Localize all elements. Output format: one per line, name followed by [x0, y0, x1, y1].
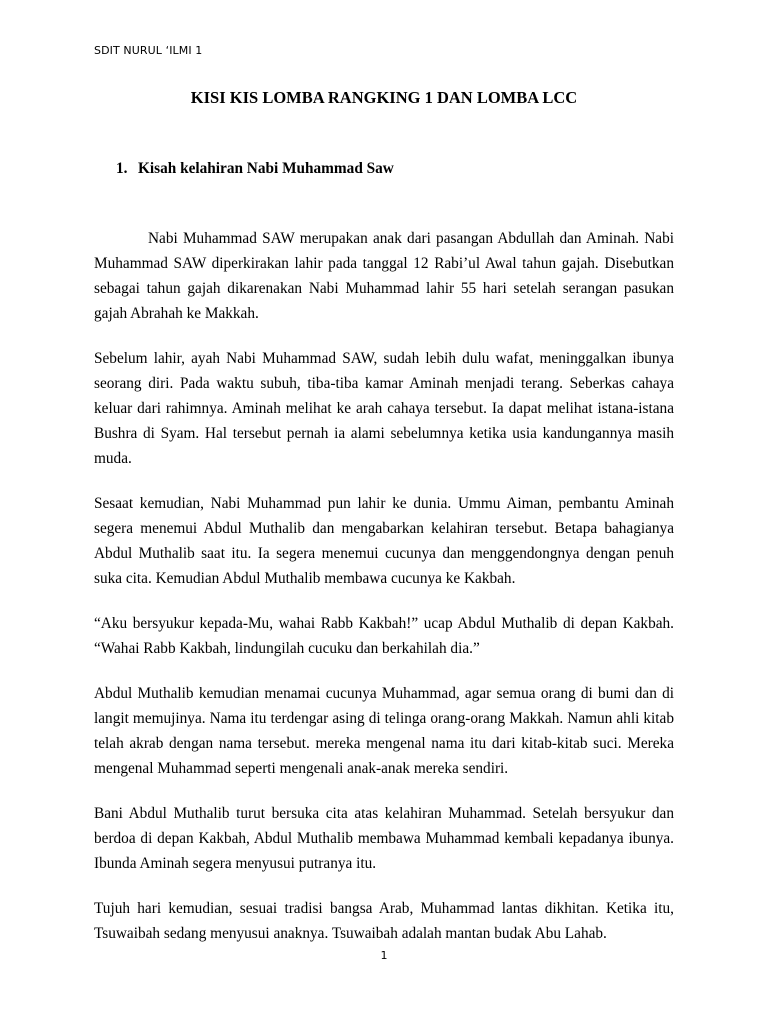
body-paragraph-5: Abdul Muthalib kemudian menamai cucunya Muhammad, agar semua orang di bumi dan di langit memujinya. Nama itu terdengar asing di telinga orang-orang Makkah. Namun ahli kitab telah akrab dengan nama tersebut. mereka mengenal nama itu dari kitab-kitab suci. Mereka mengenal Muhammad seperti mengenali anak-anak mereka sendiri.: [94, 685, 674, 777]
section-heading: [116, 160, 394, 178]
body-paragraph-3: Sesaat kemudian, Nabi Muhammad pun lahir ke dunia. Ummu Aiman, pembantu Aminah segera menemui Abdul Muthalib dan mengabarkan kelahiran tersebut. Betapa bahagianya Abdul Muthalib saat itu. Ia segera menemui cucunya dan menggendongnya dengan penuh suka cita. Kemudian Abdul Muthalib membawa cucunya ke Kakbah.: [94, 495, 674, 587]
body-paragraph-4: “Aku bersyukur kepada-Mu, wahai Rabb Kakbah!” ucap Abdul Muthalib di depan Kakbah. “Wahai Rabb Kakbah, lindungilah cucuku dan berkahilah dia.”: [94, 615, 674, 657]
body-paragraph-7: Tujuh hari kemudian, sesuai tradisi bangsa Arab, Muhammad lantas dikhitan. Ketika itu, Tsuwaibah sedang menyusui anaknya. Tsuwaibah adalah mantan budak Abu Lahab.: [94, 900, 674, 942]
body-paragraph-6: Bani Abdul Muthalib turut bersuka cita atas kelahiran Muhammad. Setelah bersyukur dan berdoa di depan Kakbah, Abdul Muthalib membawa Muhammad kembali kepadanya ibunya. Ibunda Aminah segera menyusui putranya itu.: [94, 805, 674, 872]
document-body: [94, 226, 674, 966]
section-number: 1.: [116, 160, 128, 177]
section-heading-text: Kisah kelahiran Nabi Muhammad Saw: [138, 160, 394, 177]
body-paragraph-2: Sebelum lahir, ayah Nabi Muhammad SAW, sudah lebih dulu wafat, meninggalkan ibunya seorang diri. Pada waktu subuh, tiba-tiba kamar Aminah menjadi terang. Seberkas cahaya keluar dari rahimnya. Aminah melihat ke arah cahaya tersebut. Ia dapat melihat istana-istana Bushra di Syam. Hal tersebut pernah ia alami sebelumnya ketika usia kandungannya masih muda.: [94, 350, 674, 467]
body-paragraph-1: Nabi Muhammad SAW merupakan anak dari pasangan Abdullah dan Aminah. Nabi Muhammad SAW diperkirakan lahir pada tanggal 12 Rabi’ul Awal tahun gajah. Disebutkan sebagai tahun gajah dikarenakan Nabi Muhammad lahir 55 hari setelah serangan pasukan gajah Abrahah ke Makkah.: [94, 230, 674, 322]
page-number: 1: [380, 949, 388, 962]
page-header: SDIT NURUL ‘ILMI 1: [94, 44, 203, 57]
document-title: KISI KIS LOMBA RANGKING 1 DAN LOMBA LCC: [190, 88, 578, 107]
